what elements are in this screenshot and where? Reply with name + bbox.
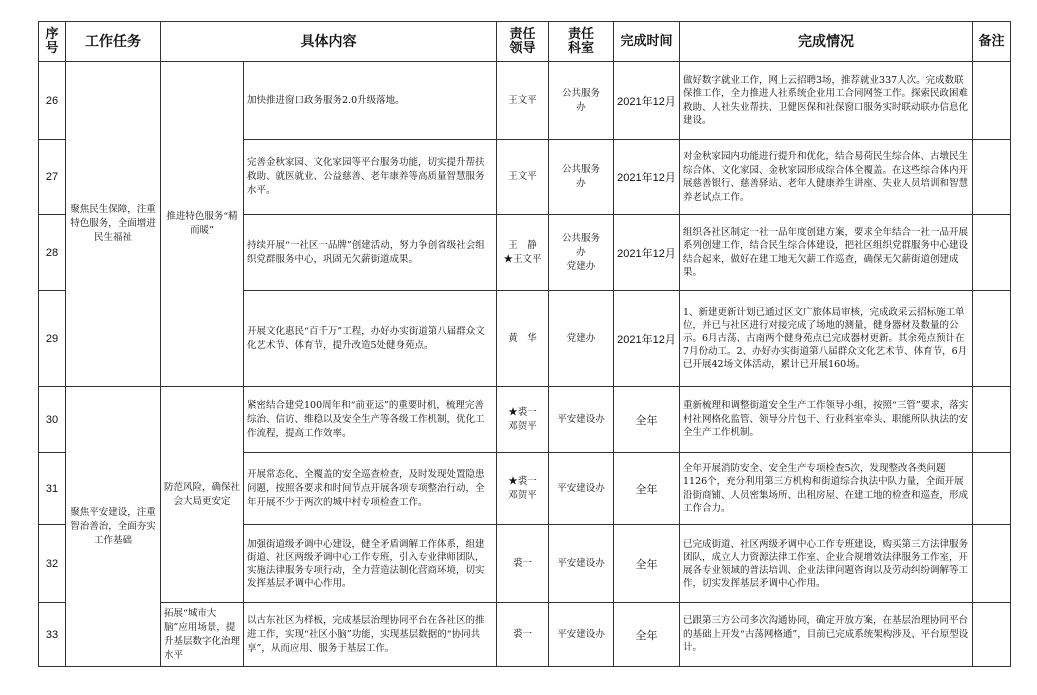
header-remark: 备注 bbox=[973, 22, 1011, 62]
dept-cell bbox=[549, 525, 614, 603]
remark-cell bbox=[973, 215, 1011, 291]
content-cell: 开展文化惠民“百千万”工程，办好办实街道第八届群众文化艺术节、体育节，提升改造5处健身苑点。 bbox=[244, 291, 497, 387]
leader-name: 黄 华 bbox=[508, 332, 537, 344]
leader-name: ★王文平 bbox=[503, 253, 542, 265]
dept-line: 办 bbox=[576, 246, 586, 258]
time-cell: 2021年12月 bbox=[614, 140, 680, 215]
leader-cell bbox=[497, 525, 549, 603]
dept-cell bbox=[549, 62, 614, 140]
leader-name: 邓贺平 bbox=[508, 489, 537, 501]
work-plan-table bbox=[38, 21, 1011, 667]
time-cell: 2021年12月 bbox=[614, 215, 680, 291]
remark-cell bbox=[973, 525, 1011, 603]
leader-name: 王文平 bbox=[508, 171, 537, 182]
leader-name: 裘一 bbox=[512, 557, 532, 569]
leader-cell bbox=[497, 453, 549, 525]
leader-name: 裘一 bbox=[512, 628, 532, 640]
remark-cell bbox=[973, 291, 1011, 387]
header-content: 具体内容 bbox=[161, 22, 497, 62]
task-cell: 聚焦平安建设，注重智治善治，全面夯实工作基础 bbox=[66, 387, 161, 667]
dept-line: 办 bbox=[576, 101, 586, 113]
status-cell: 已跟第三方公司多次沟通协同，确定开放方案，在基层治理协同平台的基础上开发“古荡网格通”，目前已完成系统架构涉及、平台原型设计。 bbox=[680, 603, 973, 667]
dept-cell bbox=[549, 215, 614, 291]
leader-name: ★裘一 bbox=[508, 475, 537, 487]
content-cell: 加强街道级矛调中心建设，健全矛盾调解工作体系，组建街道、社区两级矛调中心工作专班，引入专业律师团队，实施法律服务专项行动，全力营造法制化营商环境，切实发挥基层矛调中心作用。 bbox=[244, 525, 497, 603]
task-cell: 聚焦民生保障，注重特色服务，全面增进民生福祉 bbox=[66, 62, 161, 387]
leader-cell bbox=[497, 291, 549, 387]
dept-line: 平安建设办 bbox=[557, 628, 605, 640]
content-cell: 加快推进窗口政务服务2.0升级落地。 bbox=[244, 62, 497, 140]
row-number: 31 bbox=[39, 453, 66, 525]
status-cell: 1、新建更新计划已通过区文广旅体局审核，完成政采云招标施工单位，并已与社区进行对接完成了场地的测量，健身器材及数量的公示。6月古荡、古南两个健身苑点已完成器材更新。其余苑点预计在7月份动工。2、办好办实街道第八届群众文化艺术节、体育节，6月已开展42场文体活动，累计已开展160场。 bbox=[680, 291, 973, 387]
dept-line: 公共服务 bbox=[561, 164, 600, 175]
row-number: 29 bbox=[39, 291, 66, 387]
subtask-cell: 推进特色服务“精而暖” bbox=[161, 62, 244, 387]
content-cell: 持续开展“一社区一品牌”创建活动，努力争创省级社会组织党群服务中心，巩固无欠薪街道成果。 bbox=[244, 215, 497, 291]
dept-line: 办 bbox=[576, 178, 586, 189]
remark-cell bbox=[973, 140, 1011, 215]
table-row bbox=[39, 603, 1011, 667]
content-cell: 完善金秋家园、文化家园等平台服务功能，切实提升帮扶救助、就医就业、公益慈善、老年康养等高质量智慧服务水平。 bbox=[244, 140, 497, 215]
header-status: 完成情况 bbox=[680, 22, 973, 62]
time-cell: 2021年12月 bbox=[614, 62, 680, 140]
dept-cell bbox=[549, 140, 614, 215]
time-cell: 全年 bbox=[614, 387, 680, 453]
remark-cell bbox=[973, 387, 1011, 453]
row-number: 27 bbox=[39, 140, 66, 215]
table-row bbox=[39, 387, 1011, 453]
header-seq: 序号 bbox=[39, 22, 66, 62]
leader-name: 王 静 bbox=[508, 239, 537, 251]
row-number: 30 bbox=[39, 387, 66, 453]
time-cell: 2021年12月 bbox=[614, 291, 680, 387]
leader-cell bbox=[497, 387, 549, 453]
leader-cell bbox=[497, 62, 549, 140]
header-row bbox=[39, 22, 1011, 62]
dept-line: 公共服务 bbox=[561, 232, 600, 244]
leader-cell bbox=[497, 140, 549, 215]
dept-line: 平安建设办 bbox=[557, 557, 605, 569]
leader-cell bbox=[497, 215, 549, 291]
remark-cell bbox=[973, 453, 1011, 525]
time-cell: 全年 bbox=[614, 453, 680, 525]
status-cell: 已完成街道、社区两级矛调中心工作专班建设，购买第三方法律服务团队，成立人力资源法律工作室、企业合规增效法律服务工作室，开展各专业领域的普法培训、企业法律问题咨询以及劳动纠纷调解等工作，切实发挥基层矛调中心作用。 bbox=[680, 525, 973, 603]
dept-line: 党建办 bbox=[566, 332, 596, 344]
header-time: 完成时间 bbox=[614, 22, 680, 62]
subtask-cell: 防范风险，确保社会大局更安定 bbox=[161, 387, 244, 603]
row-number: 33 bbox=[39, 603, 66, 667]
status-cell: 组织各社区制定一社一品年度创建方案，要求全年结合一社一品开展系列创建工作，结合民生综合体建设，把社区组织党群服务中心建设结合起来，做好在建工地无欠薪工作巡查，确保无欠薪街道创建成果。 bbox=[680, 215, 973, 291]
dept-cell bbox=[549, 387, 614, 453]
dept-cell bbox=[549, 291, 614, 387]
dept-cell bbox=[549, 603, 614, 667]
leader-cell bbox=[497, 603, 549, 667]
leader-name: 邓贺平 bbox=[508, 420, 537, 432]
content-cell: 以古东社区为样板，完成基层治理协同平台在各社区的推进工作，实现“社区小脑”功能，实现基层数据的“协同共享”，从而应用、服务于基层工作。 bbox=[244, 603, 497, 667]
subtask-cell: 拓展“城市大脑”应用场景，提升基层数字化治理水平 bbox=[161, 603, 244, 667]
status-cell: 全年开展消防安全、安全生产专项检查5次，发现整改各类问题1126个，充分利用第三方机构和街道综合执法中队力量，全面开展沿街商铺、人员密集场所、出租房屋、在建工地的检查和巡查，形成工作合力。 bbox=[680, 453, 973, 525]
status-cell: 做好数字就业工作，网上云招聘3场，推荐就业337人次。完成数联保推工作，全力推进人社系统企业用工合同网签工作。探索民政困难救助、人社失业帮扶、卫健医保和社保窗口服务实时联动联办信息化建设。 bbox=[680, 62, 973, 140]
leader-name: ★裘一 bbox=[508, 406, 537, 418]
header-dept: 责任科室 bbox=[549, 22, 614, 62]
status-cell: 对金秋家园内功能进行提升和优化，结合易荷民生综合体、古墩民生综合体、文化家园、金秋家园形成综合体全覆盖。在这些综合体内开展慈善银行、慈善驿站、老年人健康养生讲座、失业人员培训和智慧养老试点工作。 bbox=[680, 140, 973, 215]
content-cell: 开展常态化、全覆盖的安全巡查检查，及时发现处置隐患问题，按照各要求和时间节点开展各项专项整治行动，全年开展不少于两次的城中村专项检查工作。 bbox=[244, 453, 497, 525]
status-cell: 重新梳理和调整街道安全生产工作领导小组，按照“三管”要求，落实村社网格化监管、领导分片包干、行业科室牵头、职能所队执法的安全生产工作机制。 bbox=[680, 387, 973, 453]
dept-line: 平安建设办 bbox=[557, 413, 605, 425]
dept-line: 公共服务 bbox=[561, 87, 600, 99]
row-number: 32 bbox=[39, 525, 66, 603]
time-cell: 全年 bbox=[614, 603, 680, 667]
dept-cell bbox=[549, 453, 614, 525]
header-task: 工作任务 bbox=[66, 22, 161, 62]
header-leader: 责任领导 bbox=[497, 22, 549, 62]
dept-line: 党建办 bbox=[566, 260, 596, 272]
row-number: 28 bbox=[39, 215, 66, 291]
time-cell: 全年 bbox=[614, 525, 680, 603]
leader-name: 王文平 bbox=[508, 94, 537, 106]
remark-cell bbox=[973, 603, 1011, 667]
remark-cell bbox=[973, 62, 1011, 140]
content-cell: 紧密结合建党100周年和“前亚运”的重要时机，梳理完善综治、信访、维稳以及安全生产等各级工作机制，优化工作流程，提高工作效率。 bbox=[244, 387, 497, 453]
table-row bbox=[39, 62, 1011, 140]
dept-line: 平安建设办 bbox=[557, 482, 605, 494]
row-number: 26 bbox=[39, 62, 66, 140]
